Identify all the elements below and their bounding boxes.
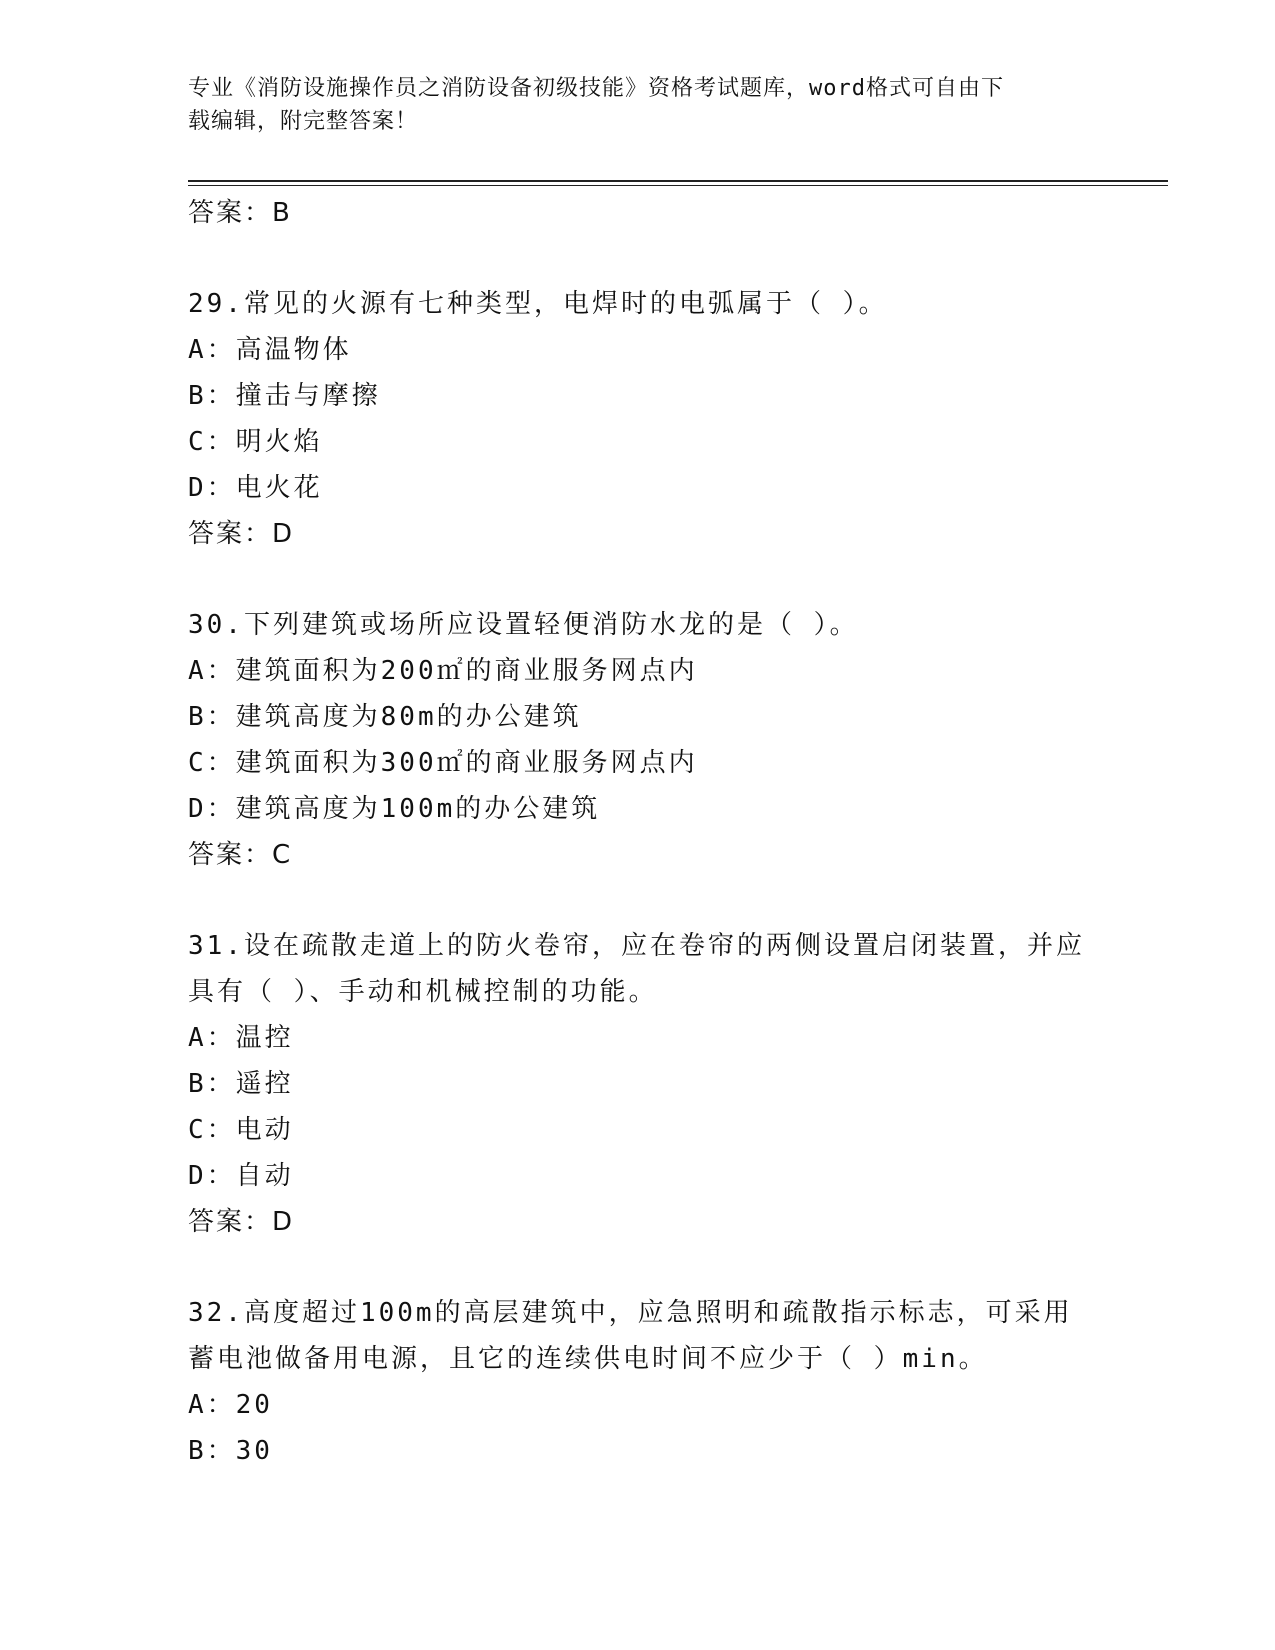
option-c: C：建筑面积为300㎡的商业服务网点内	[188, 748, 698, 778]
document-header	[188, 72, 1078, 138]
option-c: C：电动	[188, 1115, 294, 1145]
option-c: C：明火焰	[188, 427, 323, 457]
option-a: A：建筑面积为200㎡的商业服务网点内	[188, 656, 698, 686]
option-b: B：遥控	[188, 1069, 294, 1099]
answer-line: 答案：D	[188, 519, 295, 549]
option-a: A：20	[188, 1390, 273, 1420]
header-line-1: 专业《消防设施操作员之消防设备初级技能》资格考试题库，word格式可自由下	[188, 76, 1004, 101]
question-text: 29.常见的火源有七种类型，电焊时的电弧属于（ ）。	[188, 289, 888, 319]
option-b: B：撞击与摩擦	[188, 381, 381, 411]
question-text: 32.高度超过100m的高层建筑中，应急照明和疏散指示标志，可采用	[188, 1298, 1073, 1328]
option-a: A：温控	[188, 1023, 294, 1053]
answer-line: 答案：D	[188, 1207, 295, 1237]
question-text: 30.下列建筑或场所应设置轻便消防水龙的是（ ）。	[188, 610, 859, 640]
header-divider-thick	[188, 180, 1168, 182]
question-30	[188, 602, 1088, 878]
header-line-2: 载编辑，附完整答案！	[188, 109, 419, 134]
option-a: A：高温物体	[188, 335, 352, 365]
option-b: B：30	[188, 1436, 273, 1466]
question-text-continued: 具有（ ）、手动和机械控制的功能。	[188, 977, 658, 1007]
question-list	[188, 190, 1088, 1474]
header-divider-thin	[188, 185, 1168, 186]
option-b: B：建筑高度为80m的办公建筑	[188, 702, 582, 732]
option-d: D：电火花	[188, 473, 323, 503]
question-text: 31.设在疏散走道上的防火卷帘，应在卷帘的两侧设置启闭装置，并应	[188, 931, 1085, 961]
answer-line: 答案：C	[188, 840, 293, 870]
answer-line: 答案：B	[188, 198, 292, 228]
question-32	[188, 1290, 1088, 1474]
question-31	[188, 923, 1088, 1245]
option-d: D：自动	[188, 1161, 294, 1191]
option-d: D：建筑高度为100m的办公建筑	[188, 794, 601, 824]
question-29	[188, 281, 1088, 557]
question-text-continued: 蓄电池做备用电源，且它的连续供电时间不应少于（ ）min。	[188, 1344, 988, 1374]
